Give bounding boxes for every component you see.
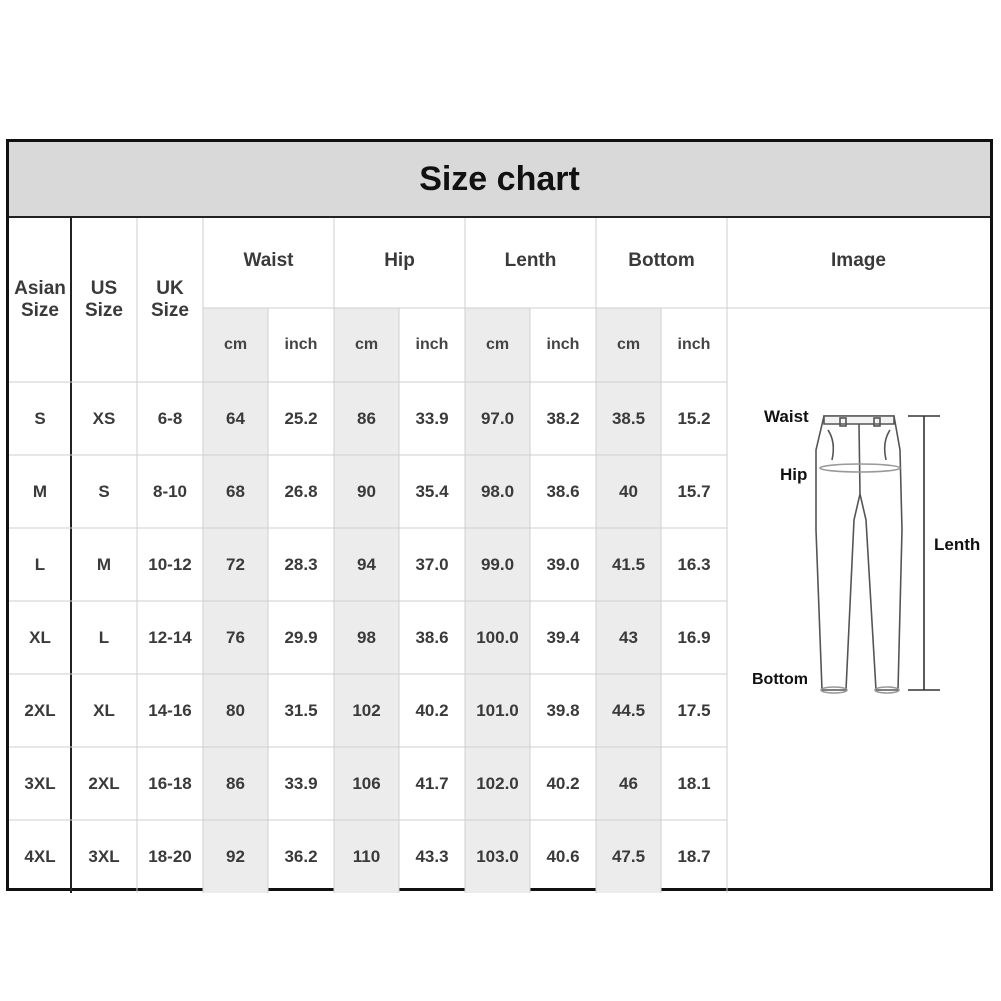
header-us-size: US Size xyxy=(84,278,124,321)
table-cell: 6-8 xyxy=(157,408,183,428)
header-bottom: Bottom xyxy=(628,250,695,271)
pants-diagram xyxy=(742,390,982,710)
table-cell: 43 xyxy=(619,627,638,647)
table-cell: S xyxy=(34,408,46,428)
table-cell: 15.2 xyxy=(677,408,711,428)
table-cell: 43.3 xyxy=(415,846,449,866)
label-hip: Hip xyxy=(780,465,808,484)
table-cell: 29.9 xyxy=(284,627,318,647)
table-cell: 36.2 xyxy=(284,846,318,866)
table-cell: 101.0 xyxy=(476,700,519,720)
unit-header: cm xyxy=(485,336,510,353)
table-cell: 102 xyxy=(352,700,381,720)
table-cell: 15.7 xyxy=(677,481,711,501)
table-cell: 39.8 xyxy=(546,700,580,720)
table-cell: 86 xyxy=(226,773,245,793)
table-cell: 16-18 xyxy=(148,773,192,793)
header-asian-size: Asian Size xyxy=(14,278,66,321)
table-cell: XL xyxy=(93,700,115,720)
table-cell: 39.4 xyxy=(546,627,580,647)
table-cell: 86 xyxy=(357,408,376,428)
table-cell: M xyxy=(32,481,48,501)
table-cell: 31.5 xyxy=(284,700,318,720)
table-cell: 25.2 xyxy=(284,408,318,428)
table-cell: 16.9 xyxy=(677,627,711,647)
unit-header: cm xyxy=(616,336,641,353)
table-cell: 2XL xyxy=(88,773,120,793)
table-cell: 18.1 xyxy=(677,773,711,793)
table-cell: 98 xyxy=(357,627,376,647)
table-cell: 37.0 xyxy=(415,554,449,574)
table-cell: 35.4 xyxy=(415,481,449,501)
table-cell: 80 xyxy=(226,700,245,720)
table-cell: 3XL xyxy=(88,846,120,866)
table-cell: 18-20 xyxy=(148,846,192,866)
unit-header: inch xyxy=(415,336,449,353)
table-cell: 102.0 xyxy=(476,773,519,793)
label-lenth: Lenth xyxy=(934,535,981,554)
table-cell: 97.0 xyxy=(480,408,515,428)
table-cell: 18.7 xyxy=(677,846,711,866)
table-cell: 72 xyxy=(226,554,245,574)
page-title: Size chart xyxy=(419,159,580,198)
table-cell: 64 xyxy=(226,408,245,428)
table-cell: 98.0 xyxy=(480,481,515,501)
table-cell: 40.2 xyxy=(415,700,449,720)
table-cell: 38.6 xyxy=(415,627,449,647)
table-cell: 44.5 xyxy=(611,700,646,720)
table-cell: 40.6 xyxy=(546,846,580,866)
table-cell: XL xyxy=(29,627,51,647)
table-cell: 38.5 xyxy=(611,408,646,428)
table-cell: 92 xyxy=(226,846,245,866)
table-cell: 40.2 xyxy=(546,773,580,793)
unit-header: inch xyxy=(677,336,711,353)
unit-header: inch xyxy=(546,336,580,353)
header-image: Image xyxy=(831,250,886,271)
table-cell: L xyxy=(34,554,46,574)
table-cell: S xyxy=(98,481,110,501)
table-cell: 12-14 xyxy=(148,627,192,647)
table-cell: 38.2 xyxy=(546,408,580,428)
table-cell: 3XL xyxy=(24,773,56,793)
table-cell: 106 xyxy=(352,773,381,793)
pants-icon xyxy=(816,416,902,693)
table-cell: 110 xyxy=(352,846,381,866)
table-cell: M xyxy=(96,554,112,574)
unit-header: cm xyxy=(223,336,248,353)
table-cell: 100.0 xyxy=(476,627,519,647)
table-cell: 14-16 xyxy=(148,700,192,720)
title-bar xyxy=(9,142,990,218)
table-cell: XS xyxy=(92,408,116,428)
table-cell: 17.5 xyxy=(677,700,711,720)
header-uk-size: UK Size xyxy=(150,278,190,321)
table-cell: 99.0 xyxy=(480,554,515,574)
label-bottom: Bottom xyxy=(752,671,808,688)
table-cell: 8-10 xyxy=(152,481,188,501)
table-cell: 103.0 xyxy=(476,846,519,866)
table-cell: 46 xyxy=(619,773,638,793)
table-cell: 26.8 xyxy=(284,481,318,501)
size-chart-frame xyxy=(6,139,993,891)
unit-header: cm xyxy=(354,336,379,353)
table-cell: 16.3 xyxy=(677,554,711,574)
label-waist: Waist xyxy=(764,407,809,426)
table-cell: 10-12 xyxy=(148,554,192,574)
table-cell: 28.3 xyxy=(284,554,318,574)
table-cell: 41.5 xyxy=(611,554,646,574)
table-cell: 68 xyxy=(226,481,245,501)
table-cell: L xyxy=(98,627,110,647)
table-cell: 41.7 xyxy=(415,773,449,793)
table-cell: 38.6 xyxy=(546,481,580,501)
table-cell: 2XL xyxy=(24,700,56,720)
table-cell: 4XL xyxy=(24,846,56,866)
unit-header: inch xyxy=(284,336,318,353)
table-cell: 76 xyxy=(226,627,245,647)
table-cell: 33.9 xyxy=(284,773,318,793)
header-lenth: Lenth xyxy=(504,250,557,271)
table-cell: 39.0 xyxy=(546,554,580,574)
header-waist: Waist xyxy=(243,250,294,271)
header-hip: Hip xyxy=(384,250,415,271)
table-cell: 94 xyxy=(357,554,376,574)
table-cell: 47.5 xyxy=(611,846,646,866)
table-cell: 33.9 xyxy=(415,408,449,428)
table-cell: 40 xyxy=(619,481,638,501)
table-cell: 90 xyxy=(357,481,376,501)
